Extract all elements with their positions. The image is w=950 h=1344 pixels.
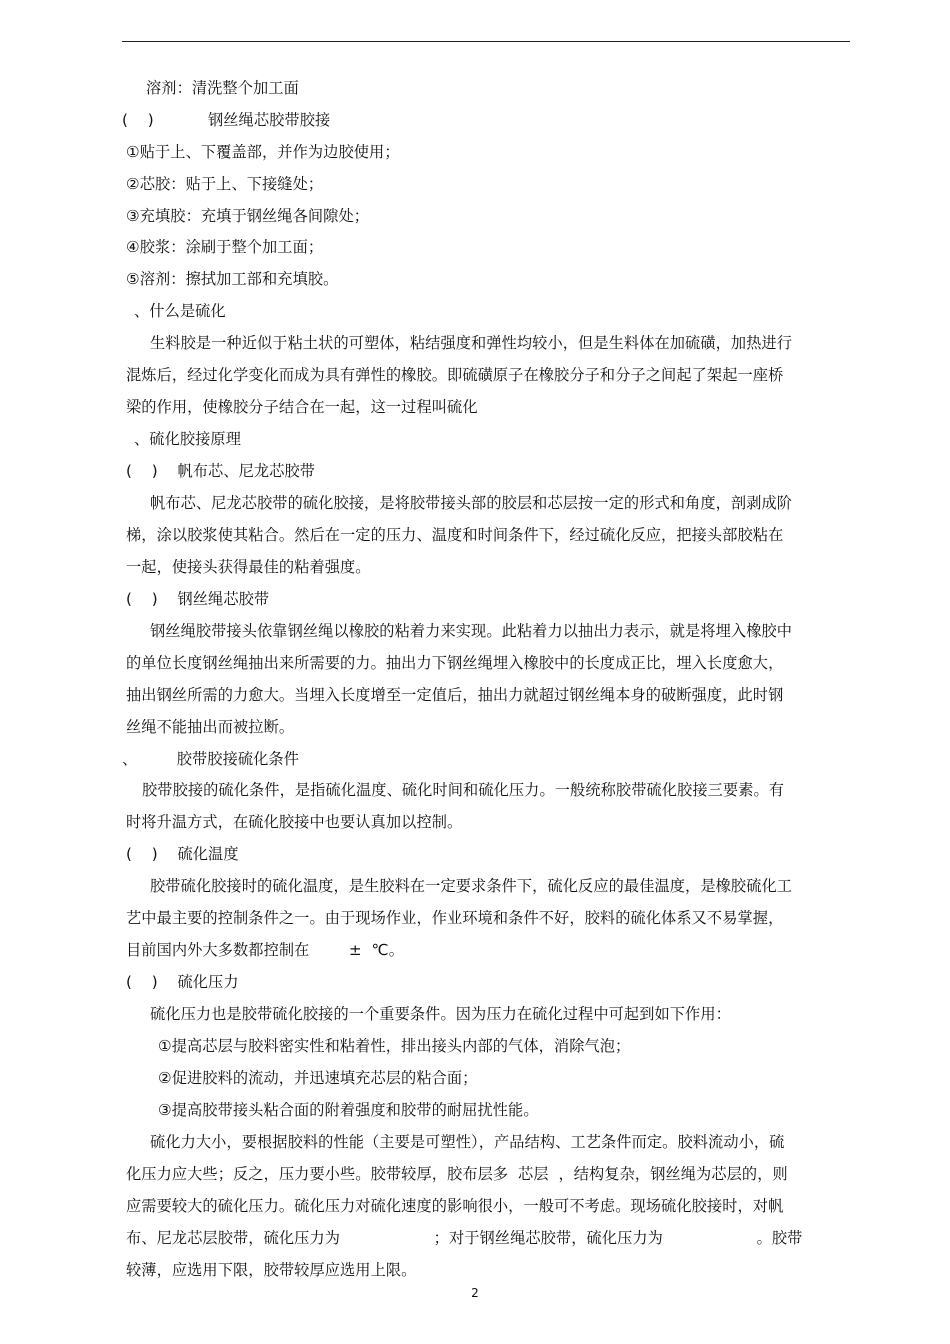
text-line: 胶带硫化胶接时的硫化温度，是生胶料在一定要求条件下，硫化反应的最佳温度，是橡胶硫化工 [150,877,793,895]
list-item: ②芯胶：贴于上、下接缝处； [126,175,324,193]
section-heading: 、硫化胶接原理 [134,430,242,448]
text-line: 梁的作用，使橡胶分子结合在一起，这一过程叫硫化 [126,398,478,416]
list-item: ⑤溶剂：擦拭加工部和充填胶。 [126,270,339,288]
text-line: 布、尼龙芯层胶带，硫化压力为 ；对于钢丝绳芯胶带，硫化压力为 。胶带 [126,1229,803,1247]
text-line: 一起，使接头获得最佳的粘着强度。 [126,558,371,576]
text-line: 化压力应大些；反之，压力要小些。胶带较厚，胶布层多 芯层 ，结构复杂，钢丝绳为芯层的，则 [126,1165,788,1183]
section-heading: ( ) 帆布芯、尼龙芯胶带 [126,462,316,480]
list-item: ①提高芯层与胶料密实性和粘着性，排出接头内部的气体，消除气泡； [158,1037,631,1055]
text-line: 溶剂：清洗整个加工面 [146,79,299,97]
text-line: 时将升温方式，在硫化胶接中也要认真加以控制。 [126,813,463,831]
text-line: 胶带胶接的硫化条件，是指硫化温度、硫化时间和硫化压力。一般统称胶带硫化胶接三要素。有 [142,781,785,799]
text-line: 目前国内外大多数都控制在 ± ℃。 [126,941,404,959]
section-heading: 、什么是硫化 [134,302,226,320]
header-rule [122,41,850,42]
text-line: 丝绳不能抽出而被拉断。 [126,718,295,736]
list-item: ④胶浆：涂刷于整个加工面； [126,238,324,256]
text-line: 帆布芯、尼龙芯胶带的硫化胶接，是将胶带接头部的胶层和芯层按一定的形式和角度，剖剥成阶 [150,494,793,512]
bullet-icon [116,78,126,94]
section-heading: ( ) 硫化温度 [126,845,239,863]
section-heading: ( ) 硫化压力 [126,973,239,991]
text-line: 硫化力大小，要根据胶料的性能（主要是可塑性），产品结构、工艺条件而定。胶料流动小，硫 [150,1133,785,1151]
list-item: ②促进胶料的流动，并迅速填充芯层的粘合面； [158,1069,478,1087]
list-item: ③提高胶带接头粘合面的附着强度和胶带的耐屈扰性能。 [158,1101,539,1119]
text-line: 的单位长度钢丝绳抽出来所需要的力。抽出力下钢丝绳埋入橡胶中的长度成正比，埋入长度愈大， [126,654,784,672]
text-line: 梯，涂以胶浆使其粘合。然后在一定的压力、温度和时间条件下，经过硫化反应，把接头部胶粘在 [126,526,784,544]
page-number: 2 [471,1286,479,1300]
text-line: 艺中最主要的控制条件之一。由于现场作业，作业环境和条件不好，胶料的硫化体系又不易掌握， [126,909,784,927]
text-line: 应需要较大的硫化压力。硫化压力对硫化速度的影响很小，一般可不考虑。现场硫化胶接时，对帆 [126,1197,784,1215]
section-heading: 、 胶带胶接硫化条件 [122,750,300,768]
list-item: ①贴于上、下覆盖部，并作为边胶使用； [126,143,400,161]
section-heading: ( ) 钢丝绳芯胶带 [126,590,270,608]
text-line: 钢丝绳胶带接头依靠钢丝绳以橡胶的粘着力来实现。此粘着力以抽出力表示，就是将埋入橡胶中 [150,622,793,640]
section-heading: ( ) 钢丝绳芯胶带胶接 [122,111,331,129]
text-line: 抽出钢丝所需的力愈大。当埋入长度增至一定值后，抽出力就超过钢丝绳本身的破断强度，此时钢 [126,686,784,704]
text-line: 混炼后，经过化学变化而成为具有弹性的橡胶。即硫磺原子在橡胶分子和分子之间起了架起一座桥 [126,366,784,384]
list-item: ③充填胶：充填于钢丝绳各间隙处； [126,207,370,225]
text-line: 较薄，应选用下限，胶带较厚应选用上限。 [126,1261,417,1279]
text-line: 硫化压力也是胶带硫化胶接的一个重要条件。因为压力在硫化过程中可起到如下作用： [150,1005,731,1023]
text-line: 生料胶是一种近似于粘土状的可塑体，粘结强度和弹性均较小，但是生料体在加硫磺，加热进行 [150,334,793,352]
